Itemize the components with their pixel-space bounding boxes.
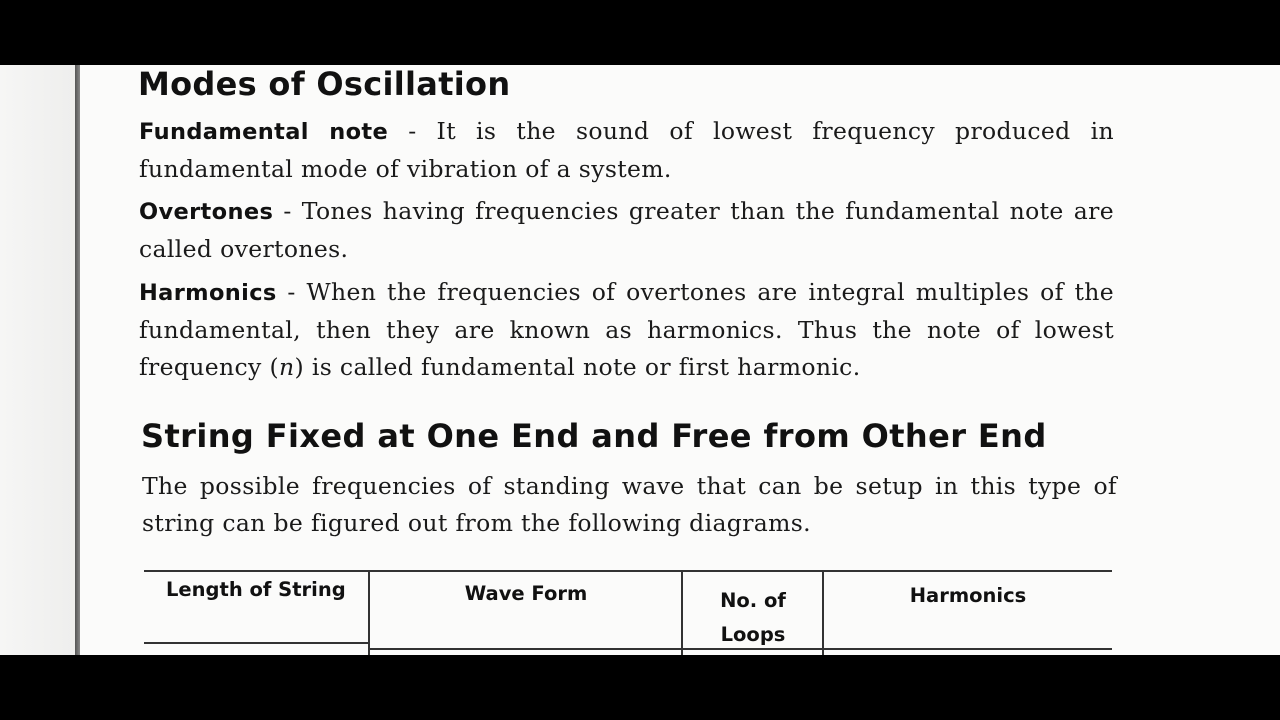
paragraph-string-intro: The possible frequencies of standing wave that can be setup in this type of string can be figured out from the following diagrams. <box>142 472 1117 537</box>
table-header-rule <box>144 642 369 644</box>
term-overtones: Overtones <box>139 199 274 225</box>
paragraph-fundamental-note <box>139 113 1114 188</box>
header-loops: Loops <box>720 623 786 646</box>
document-page <box>0 65 1280 655</box>
top-black-bar <box>0 0 1280 65</box>
definition-harmonics-part1: - When the frequencies of overtones are integral multiples of the fundamental, then they are known as harmonics. Thus the note of lowest frequency ( <box>139 278 1114 381</box>
bottom-black-bar <box>0 655 1280 720</box>
header-wave-form: Wave Form <box>464 582 588 605</box>
page-binding-edge <box>75 65 80 655</box>
heading-string-fixed-one-end: String Fixed at One End and Free from Other End <box>141 417 1047 455</box>
page-margin <box>0 65 75 655</box>
definition-fundamental-note: - It is the sound of lowest frequency produced in fundamental mode of vibration of a system. <box>139 117 1114 183</box>
table-header-rule <box>370 648 1112 650</box>
paragraph-overtones <box>139 193 1114 268</box>
header-no-of: No. of <box>720 589 786 612</box>
term-harmonics: Harmonics <box>139 280 277 306</box>
heading-modes-of-oscillation: Modes of Oscillation <box>138 65 511 103</box>
harmonics-table <box>144 570 1112 655</box>
definition-harmonics-part2: ) is called fundamental note or first harmonic. <box>294 353 861 381</box>
term-fundamental-note: Fundamental note <box>139 119 389 145</box>
definition-overtones: - Tones having frequencies greater than the fundamental note are called overtones. <box>139 197 1114 263</box>
paragraph-harmonics <box>139 274 1114 386</box>
header-harmonics: Harmonics <box>909 584 1027 607</box>
header-length-of-string: Length of String <box>166 578 346 601</box>
header-no-of-loops <box>683 572 823 655</box>
variable-n: n <box>279 353 295 381</box>
